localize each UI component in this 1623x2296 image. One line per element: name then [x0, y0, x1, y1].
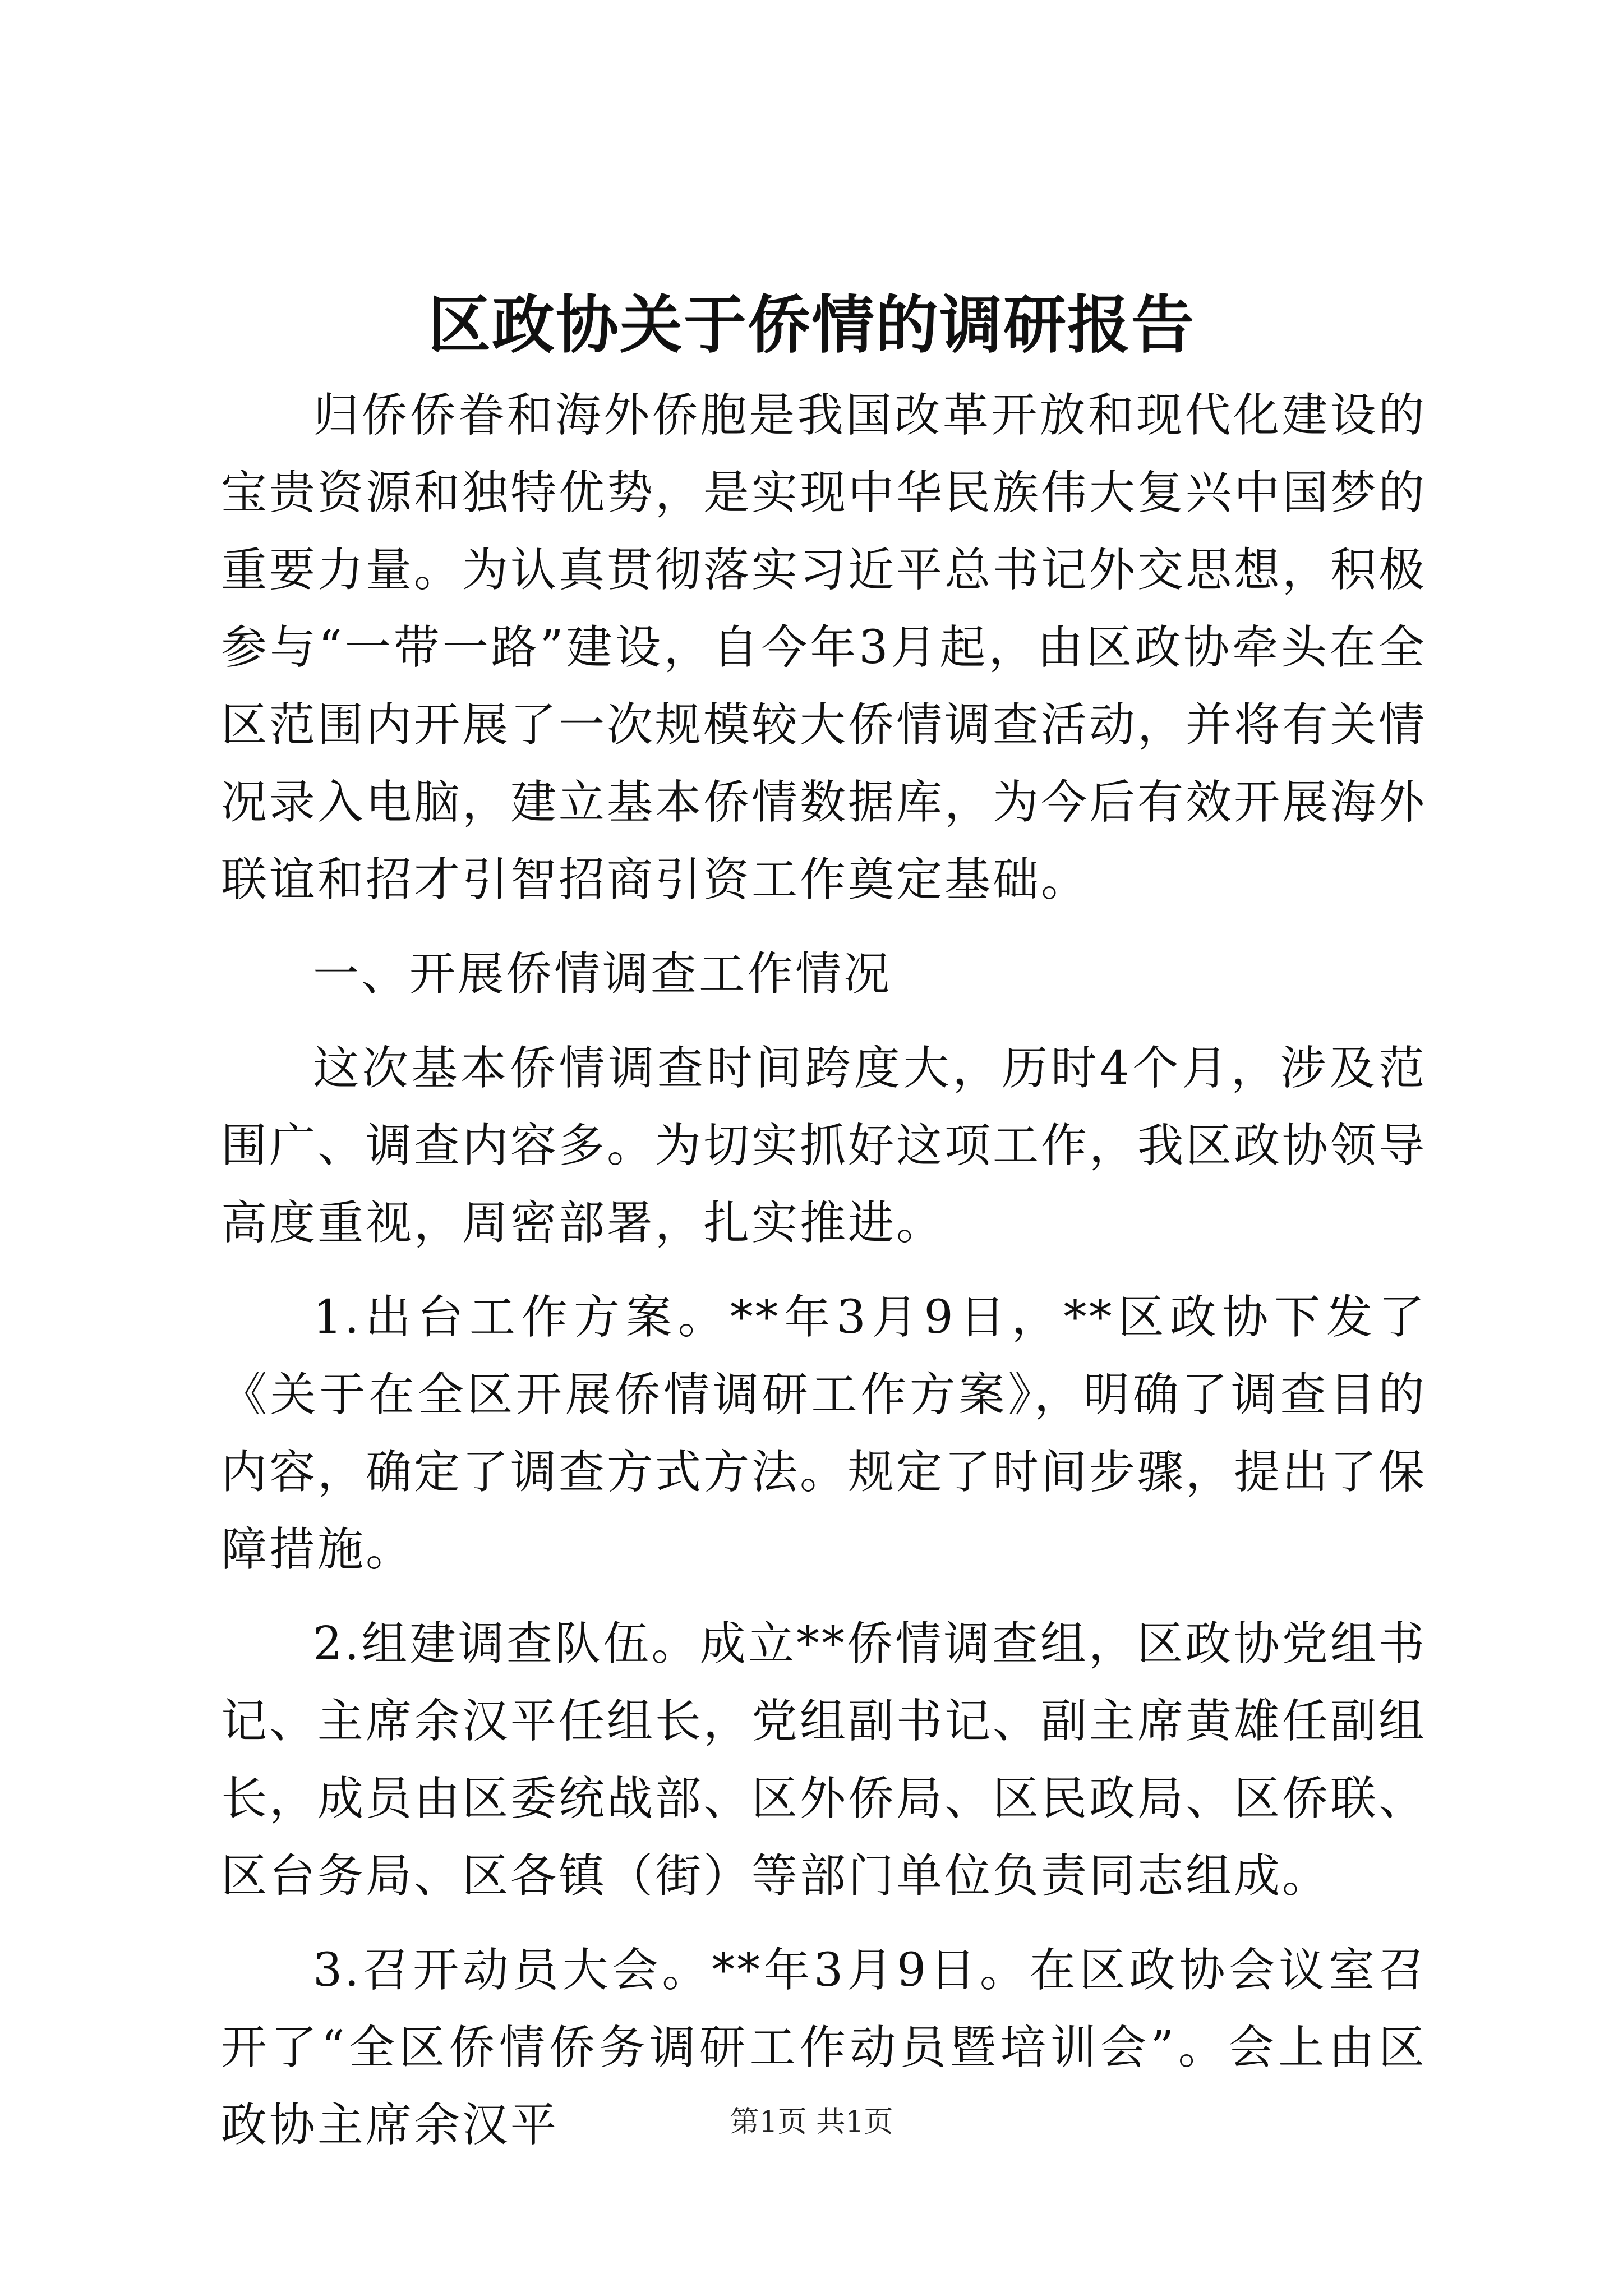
- paragraph-item-2: 2.组建调查队伍。成立**侨情调查组，区政协党组书记、主席余汉平任组长，党组副书记、副主席黄雄任副组长，成员由区委统战部、区外侨局、区民政局、区侨联、区台务局、区各镇（街）等部门单位负责同志组成。: [221, 1617, 1427, 1903]
- document-title: 区政协关于侨情的调研报告: [428, 288, 1195, 362]
- document-body: [221, 377, 1427, 2181]
- paragraph-item-3: 3.召开动员大会。**年3月9日。在区政协会议室召开了“全区侨情侨务调研工作动员暨培训会”。会上由区政协主席余汉平: [221, 1944, 1427, 2152]
- page-footer: 第1页 共1页: [730, 2105, 893, 2139]
- paragraph-item-1: 1.出台工作方案。**年3月9日，**区政协下发了《关于在全区开展侨情调研工作方案》，明确了调查目的内容，确定了调查方式方法。规定了时间步骤，提出了保障措施。: [221, 1291, 1427, 1576]
- paragraph-overview: 这次基本侨情调查时间跨度大，历时4个月，涉及范围广、调查内容多。为切实抓好这项工作，我区政协领导高度重视，周密部署，扎实推进。: [221, 1042, 1427, 1250]
- section-heading: 一、开展侨情调查工作情况: [313, 947, 892, 1001]
- paragraph-intro: 归侨侨眷和海外侨胞是我国改革开放和现代化建设的宝贵资源和独特优势，是实现中华民族伟大复兴中国梦的重要力量。为认真贯彻落实习近平总书记外交思想，积极参与“一带一路”建设，自今年3月起，由区政协牵头在全区范围内开展了一次规模较大侨情调查活动，并将有关情况录入电脑，建立基本侨情数据库，为今后有效开展海外联谊和招才引智招商引资工作奠定基础。: [221, 389, 1427, 907]
